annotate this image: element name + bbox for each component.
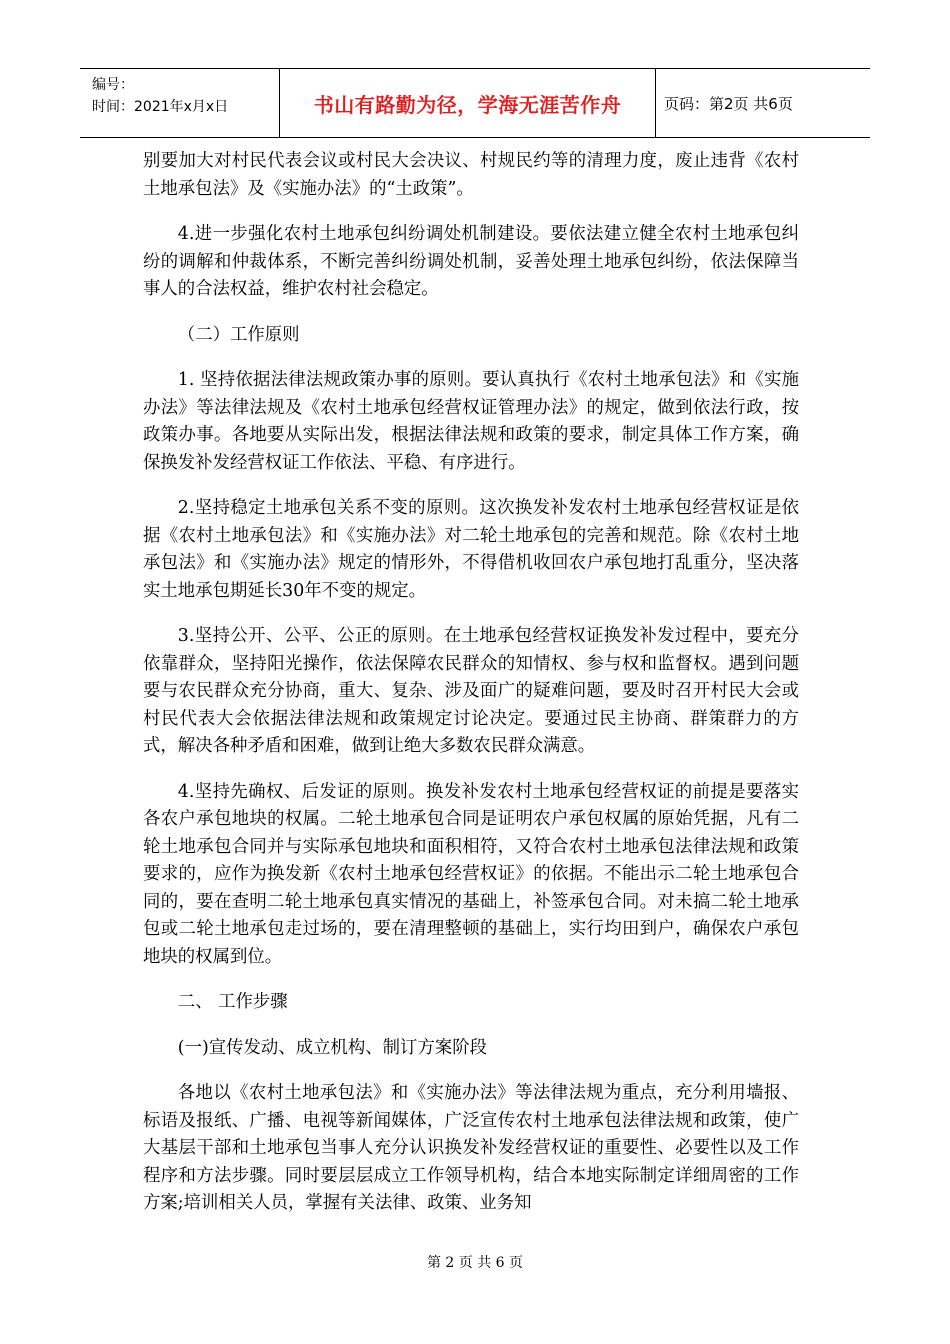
header-motto: 书山有路勤为径，学海无涯苦作舟 — [280, 69, 656, 137]
header-info-cell — [80, 69, 280, 137]
document-date-label: 时间：2021年x月x日 — [92, 99, 229, 115]
header-page-label: 页码：第2页 共6页 — [664, 94, 793, 113]
page-header — [80, 68, 870, 138]
document-body — [143, 148, 799, 1236]
body-paragraph: 2.坚持稳定土地承包关系不变的原则。这次换发补发农村土地承包经营权证是依据《农村土地承包法》和《实施办法》对二轮土地承包的完善和规范。除《农村土地承包法》和《实施办法》规定的情形外，不得借机收回农户承包地打乱重分，坚决落实土地承包期延长30年不变的规定。 — [143, 498, 799, 601]
body-paragraph: 各地以《农村土地承包法》和《实施办法》等法律法规为重点，充分利用墙报、标语及报纸、广播、电视等新闻媒体，广泛宣传农村土地承包法律法规和政策，使广大基层干部和土地承包当事人充分认识换发补发经营权证的重要性、必要性以及工作程序和方法步骤。同时要层层成立工作领导机构，结合本地实际制定详细周密的工作方案;培训相关人员，掌握有关法律、政策、业务知 — [143, 1083, 799, 1213]
body-paragraph: 1. 坚持依据法律法规政策办事的原则。要认真执行《农村土地承包法》和《实施办法》等法律法规及《农村土地承包经营权证管理办法》的规定，做到依法行政，按政策办事。各地要从实际出发，根据法律法规和政策的要求，制定具体工作方案，确保换发补发经营权证工作依法、平稳、有序进行。 — [143, 370, 799, 473]
body-paragraph: 3.坚持公开、公平、公正的原则。在土地承包经营权证换发补发过程中，要充分依靠群众，坚持阳光操作，依法保障农民群众的知情权、参与权和监督权。遇到问题要与农民群众充分协商，重大、复杂、涉及面广的疑难问题，要及时召开村民大会或村民代表大会依据法律法规和政策规定讨论决定。要通过民主协商、群策群力的方式，解决各种矛盾和困难，做到让绝大多数农民群众满意。 — [143, 626, 799, 756]
section-heading: 二、 工作步骤 — [177, 992, 288, 1012]
document-number-label: 编号： — [92, 77, 134, 93]
body-paragraph: 别要加大对村民代表会议或村民大会决议、村规民约等的清理力度，废止违背《农村土地承包法》及《实施办法》的“土政策”。 — [143, 151, 799, 199]
body-paragraph: 4.进一步强化农村土地承包纠纷调处机制建设。要依法建立健全农村土地承包纠纷的调解和仲裁体系，不断完善纠纷调处机制，妥善处理土地承包纠纷，依法保障当事人的合法权益，维护农村社会稳定。 — [143, 224, 799, 299]
page-footer: 第 2 页 共 6 页 — [426, 1255, 524, 1271]
body-paragraph: 4.坚持先确权、后发证的原则。换发补发农村土地承包经营权证的前提是要落实各农户承包地块的权属。二轮土地承包合同是证明农户承包权属的原始凭据，凡有二轮土地承包合同并与实际承包地块和面积相符，又符合农村土地承包法律法规和政策要求的，应作为换发新《农村土地承包经营权证》的依据。不能出示二轮土地承包合同的，要在查明二轮土地承包真实情况的基础上，补签承包合同。对未搞二轮土地承包或二轮土地承包走过场的，要在清理整顿的基础上，实行均田到户，确保农户承包地块的权属到位。 — [143, 781, 799, 967]
subsection-heading: (一)宣传发动、成立机构、制订方案阶段 — [177, 1037, 488, 1058]
section-heading: （二）工作原则 — [177, 324, 300, 345]
